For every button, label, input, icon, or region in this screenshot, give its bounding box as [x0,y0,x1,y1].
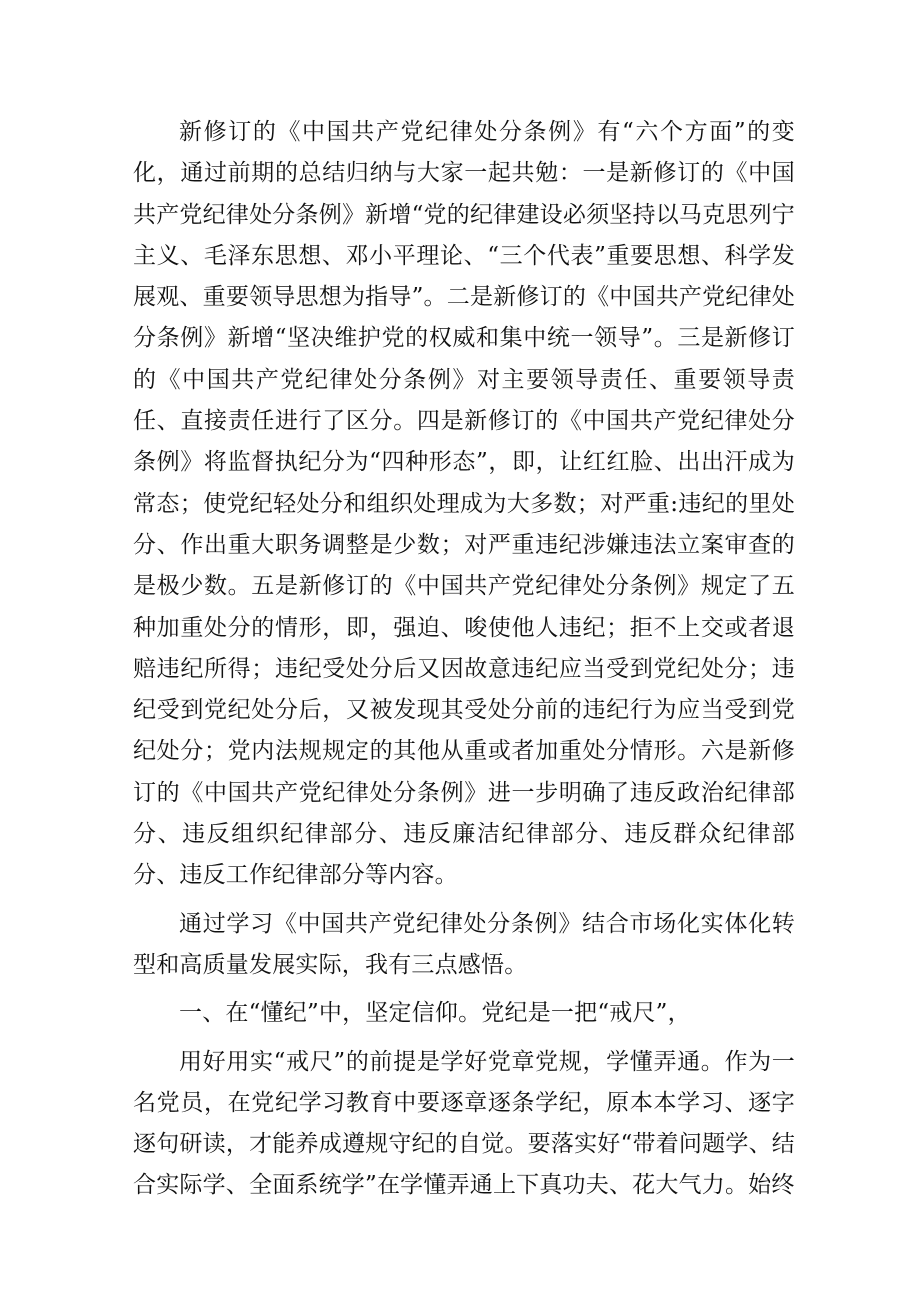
paragraph-changes: 新修订的《中国共产党纪律处分条例》有“六个方面”的变化，通过前期的总结归纳与大家一起共勉：一是新修订的《中国共产党纪律处分条例》新增“党的纪律建设必须坚持以马克思列宁主义、毛泽东思想、邓小平理论、“三个代表”重要思想、科学发展观、重要领导思想为指导”。二是新修订的《中国共产党纪律处分条例》新增“坚决维护党的权威和集中统一领导”。三是新修订的《中国共产党纪律处分条例》对主要领导责任、重要领导责任、直接责任进行了区分。四是新修订的《中国共产党纪律处分条例》将监督执纪分为“四种形态”，即，让红红脸、出出汗成为常态；使党纪轻处分和组织处理成为大多数；对严重:违纪的里处分、作出重大职务调整是少数；对严重违纪涉嫌违法立案审查的是极少数。五是新修订的《中国共产党纪律处分条例》规定了五种加重处分的情形，即，强迫、唆使他人违纪；拒不上交或者退赔违纪所得；违纪受处分后又因故意违纪应当受到党纪处分；违纪受到党纪处分后，又被发现其受处分前的违纪行为应当受到党纪处分；党内法规规定的其他从重或者加重处分情形。六是新修订的《中国共产党纪律处分条例》进一步明确了违反政治纪律部分、违反组织纪律部分、违反廉洁纪律部分、违反群众纪律部分、违反工作纪律部分等内容。 [133,119,795,889]
paragraph-insights-intro: 通过学习《中国共产党纪律处分条例》结合市场化实体化转型和高质量发展实际，我有三点感悟。 [133,910,795,978]
paragraph-heading-one: 一、在“懂纪”中，坚定信仰。党纪是一把“戒尺”， [179,1000,691,1027]
paragraph-study: 用好用实“戒尺”的前提是学好党章党规，学懂弄通。作为一名党员，在党纪学习教育中要逐章逐条学纪，原本本学习、逐字逐句研读，才能养成遵规守纪的自觉。要落实好“带着问题学、结合实际学、全面系统学”在学懂弄通上下真功夫、花大气力。始终 [133,1048,795,1199]
